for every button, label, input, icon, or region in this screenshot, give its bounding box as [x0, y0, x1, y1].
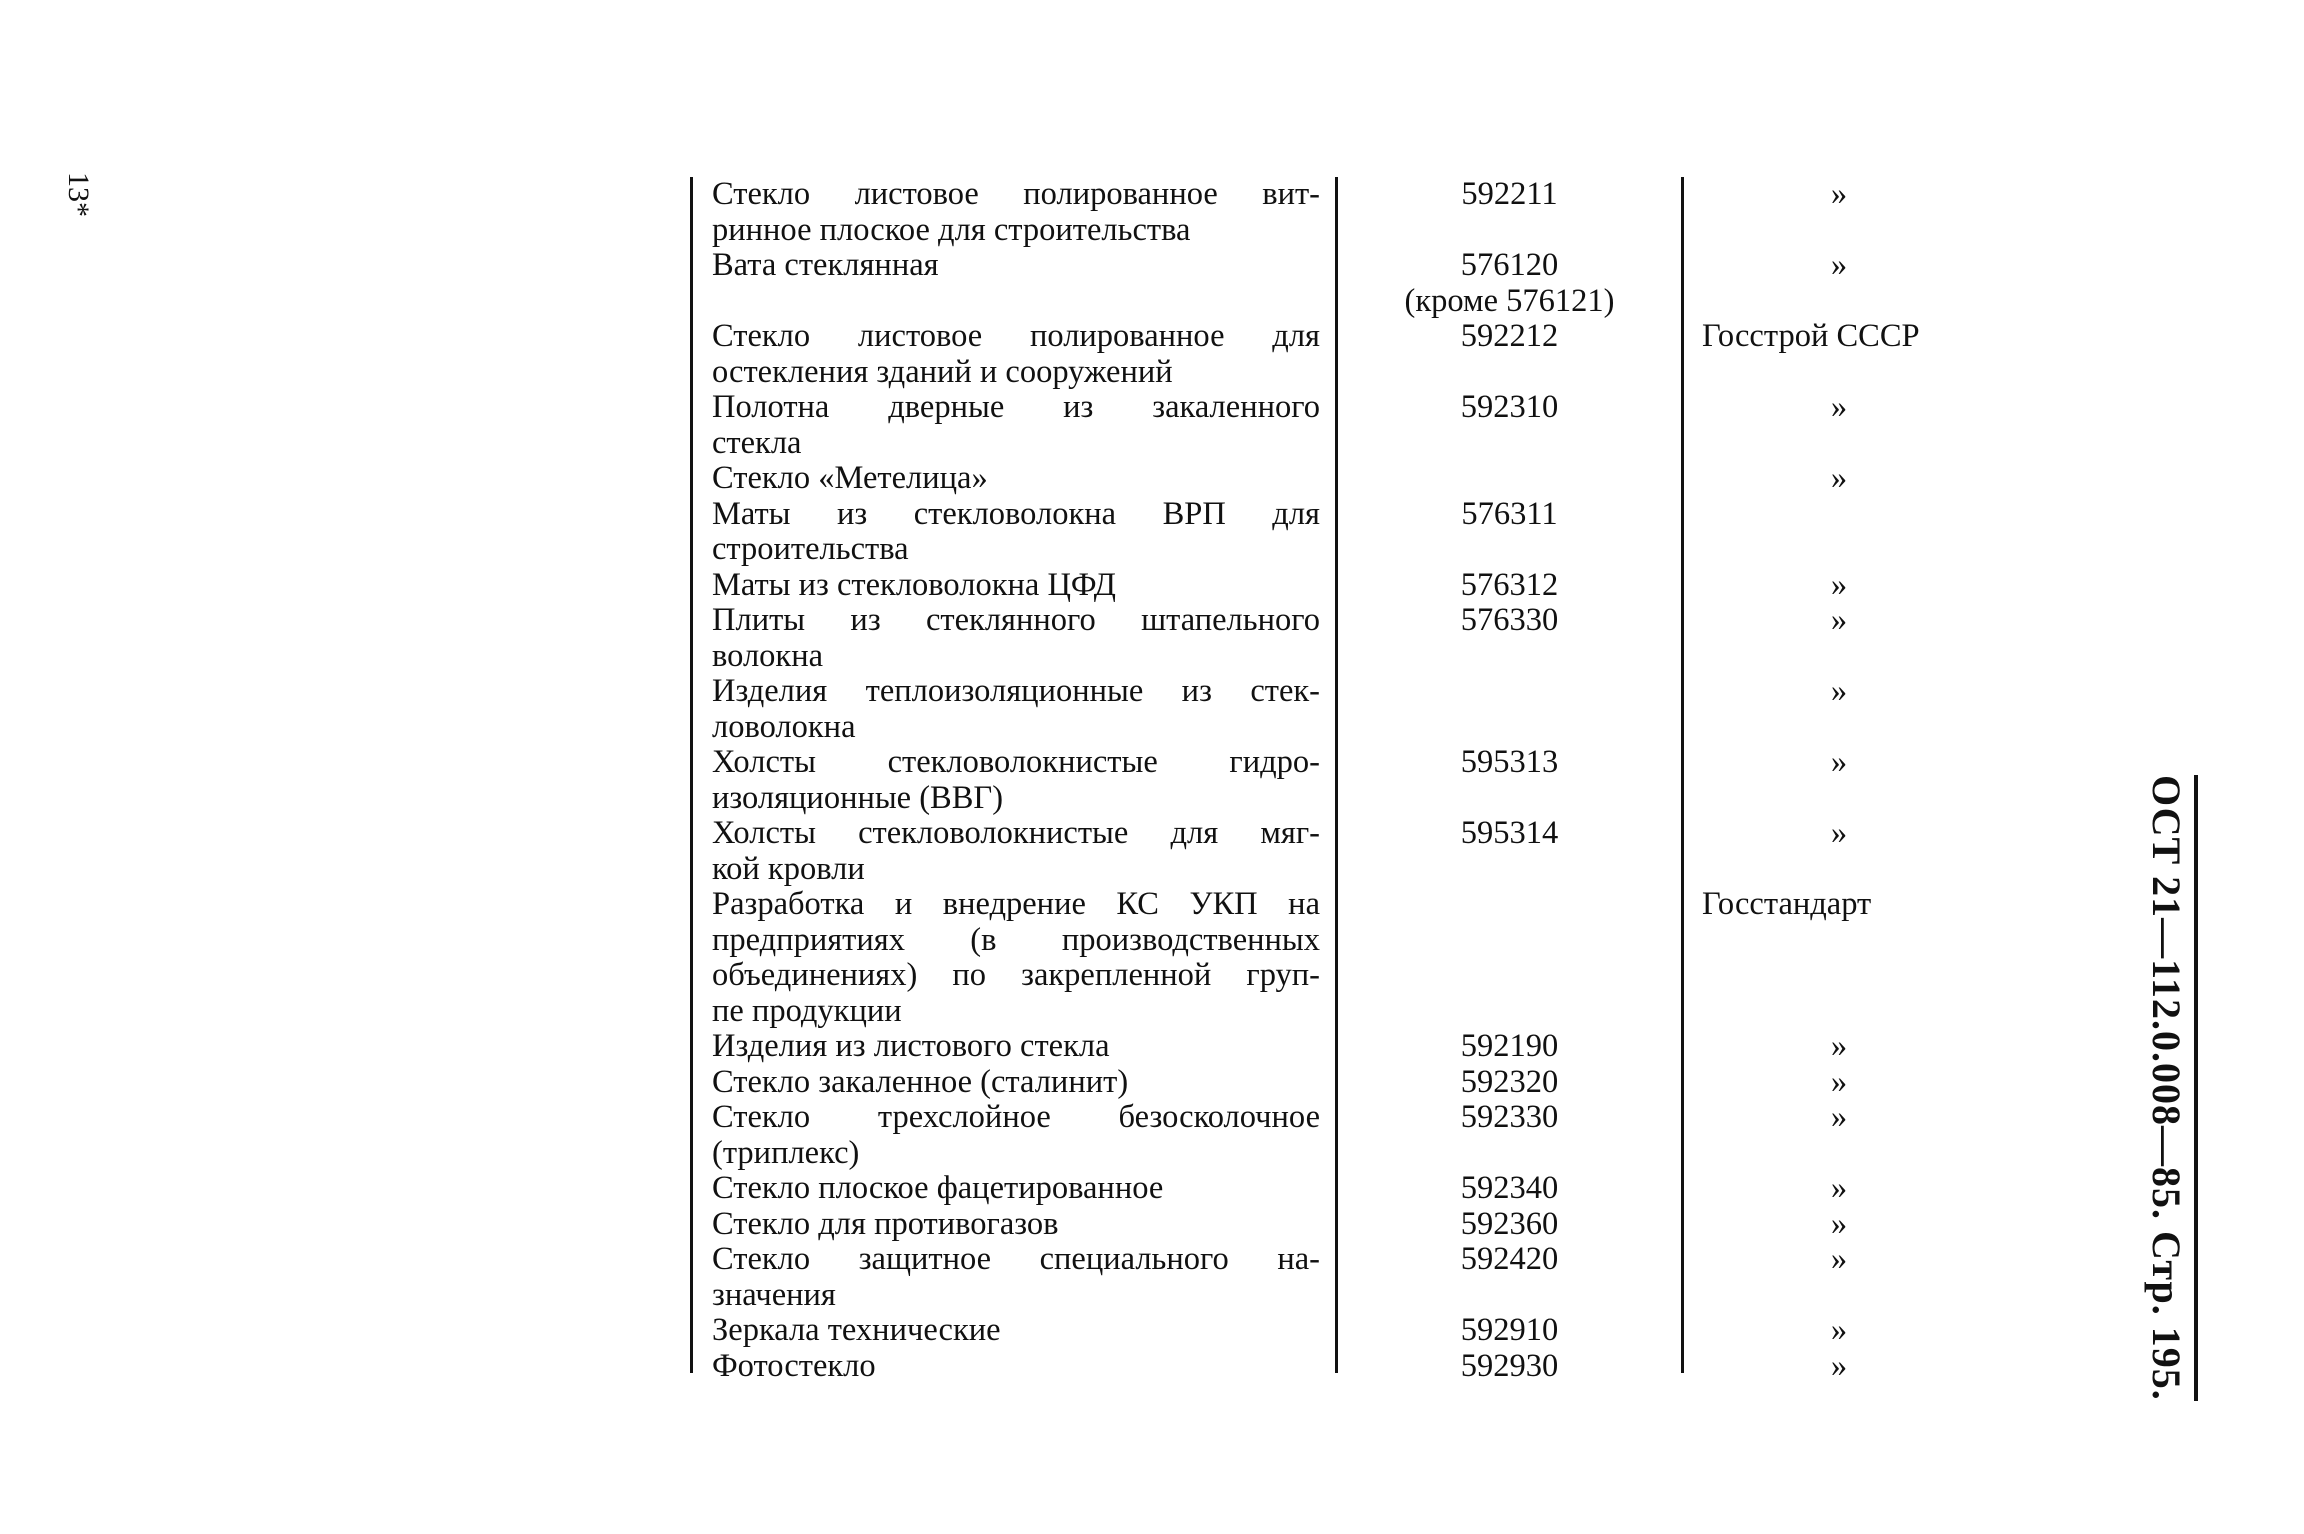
product-name-line: Стекло плоское фацетированное — [712, 1170, 1164, 1206]
product-name-line: Стекло для противогазов — [712, 1205, 1059, 1242]
product-name-line: Вата стеклянная — [712, 247, 939, 283]
product-name-cell — [712, 1207, 1320, 1243]
product-code: 576330 — [1460, 602, 1559, 638]
ditto-mark: » — [1830, 1347, 1848, 1384]
product-code-cell — [1338, 497, 1681, 533]
product-code-cell — [1338, 1313, 1681, 1349]
product-code-cell — [1338, 1100, 1681, 1136]
product-name-line: Стекло «Метелица» — [712, 460, 988, 496]
table-row — [690, 674, 1990, 745]
product-name-line: стекла — [712, 424, 802, 461]
product-name-line: Маты из стекловолокна ВРП для — [712, 495, 1320, 532]
product-name-cell — [712, 1065, 1320, 1101]
product-code-cell — [1338, 816, 1681, 852]
page-sheet-mark: 13* — [62, 172, 95, 217]
ditto-mark: » — [1830, 673, 1848, 709]
organization-cell: Госстандарт — [1702, 886, 1872, 922]
product-code-cell — [1338, 603, 1681, 639]
product-code: 592420 — [1460, 1241, 1559, 1277]
table-row — [690, 1349, 1990, 1385]
product-name-cell — [712, 887, 1320, 1029]
product-code: 576312 — [1460, 566, 1559, 603]
ditto-mark: » — [1830, 1241, 1848, 1277]
product-name-line: Изделия из листового стекла — [712, 1028, 1110, 1064]
product-name-cell — [712, 568, 1320, 604]
product-name-cell — [712, 1171, 1320, 1207]
table-row — [690, 390, 1990, 461]
table-row — [690, 1242, 1990, 1313]
product-code: 592320 — [1460, 1063, 1559, 1100]
product-code: 592340 — [1460, 1170, 1559, 1206]
product-name-line: предприятиях (в производственных — [712, 921, 1320, 958]
table-row — [690, 745, 1990, 816]
product-code: 595314 — [1460, 815, 1559, 851]
product-name-line: ринное плоское для строительства — [712, 211, 1191, 248]
product-name-cell — [712, 461, 1320, 497]
ditto-mark: » — [1830, 1205, 1848, 1242]
product-name-line: Изделия теплоизоляционные из стек- — [712, 673, 1320, 709]
ditto-mark: » — [1830, 460, 1848, 496]
product-code-cell — [1338, 390, 1681, 426]
product-code: 592212 — [1460, 318, 1559, 354]
product-name-cell — [712, 177, 1320, 248]
product-code: 592360 — [1460, 1205, 1559, 1242]
table-row — [690, 1171, 1990, 1207]
table-row — [690, 1029, 1990, 1065]
table-row — [690, 497, 1990, 568]
product-name-cell — [712, 319, 1320, 390]
product-name-cell — [712, 248, 1320, 284]
product-name-line: Холсты стекловолокнистые для мяг- — [712, 815, 1320, 851]
product-name-line: Полотна дверные из закаленного — [712, 389, 1320, 425]
product-name-line: Стекло листовое полированное вит- — [712, 176, 1320, 212]
product-code: 592330 — [1460, 1099, 1559, 1135]
product-code-cell — [1338, 1242, 1681, 1278]
product-name-line: Маты из стекловолокна ЦФД — [712, 566, 1116, 603]
product-code: 592211 — [1461, 176, 1558, 212]
table-row — [690, 319, 1990, 390]
product-name-cell — [712, 497, 1320, 568]
product-name-line: Стекло защитное специального на- — [712, 1241, 1320, 1277]
product-code: 576311 — [1461, 495, 1558, 532]
product-code-cell — [1338, 568, 1681, 604]
organization-cell: Госстрой СССР — [1702, 318, 1920, 354]
table-row — [690, 177, 1990, 248]
product-name-line: Зеркала технические — [712, 1312, 1001, 1348]
table-row — [690, 248, 1990, 319]
ditto-mark: » — [1830, 1312, 1848, 1348]
product-code-cell — [1338, 177, 1681, 213]
product-code-cell — [1338, 1065, 1681, 1101]
product-name-cell — [712, 390, 1320, 461]
product-name-cell — [712, 745, 1320, 816]
product-name-line: значения — [712, 1276, 836, 1313]
document-code-running-header: ОСТ 21—112.0.008—85. Стр. 195. — [2143, 775, 2198, 1401]
ditto-mark: » — [1830, 815, 1848, 851]
product-code-cell — [1338, 1207, 1681, 1243]
product-code-cell — [1338, 745, 1681, 781]
table-row — [690, 1065, 1990, 1101]
product-name-cell — [712, 674, 1320, 745]
product-name-line: изоляционные (ВВГ) — [712, 779, 1004, 816]
ditto-mark: » — [1830, 1063, 1848, 1100]
product-name-line: волокна — [712, 637, 824, 674]
product-name-cell — [712, 1100, 1320, 1171]
ditto-mark: » — [1830, 389, 1848, 425]
table-row — [690, 461, 1990, 497]
ditto-mark: » — [1830, 247, 1848, 283]
product-name-line: Стекло листовое полированное для — [712, 318, 1320, 354]
ditto-mark: » — [1830, 1099, 1848, 1135]
product-name-cell — [712, 1349, 1320, 1385]
product-name-cell — [712, 1242, 1320, 1313]
product-code: 592930 — [1460, 1347, 1559, 1384]
ditto-mark: » — [1830, 176, 1848, 212]
product-code: 592190 — [1460, 1028, 1559, 1064]
table-row — [690, 1207, 1990, 1243]
product-code: 592310 — [1460, 389, 1559, 425]
product-name-line: Стекло трехслойное безосколочное — [712, 1099, 1320, 1135]
product-code-cell — [1338, 1029, 1681, 1065]
product-code-cell — [1338, 248, 1681, 319]
table-row — [690, 568, 1990, 604]
product-table — [690, 176, 1990, 1384]
product-name-line: объединениях) по закрепленной груп- — [712, 957, 1320, 993]
product-name-line: Плиты из стеклянного штапельного — [712, 602, 1320, 638]
product-name-line: остекления зданий и сооружений — [712, 353, 1173, 390]
table-row — [690, 887, 1990, 1029]
table-row — [690, 1100, 1990, 1171]
product-code-cell — [1338, 1171, 1681, 1207]
product-name-line: Фотостекло — [712, 1347, 876, 1384]
product-name-line: (триплекс) — [712, 1134, 860, 1171]
product-code: 595313 — [1460, 744, 1559, 780]
product-name-line: пе продукции — [712, 992, 902, 1029]
product-code-cell — [1338, 319, 1681, 355]
product-code: 576120 — [1460, 247, 1559, 283]
ditto-mark: » — [1830, 602, 1848, 638]
product-name-cell — [712, 1029, 1320, 1065]
table-row — [690, 603, 1990, 674]
product-name-cell — [712, 816, 1320, 887]
product-name-cell — [712, 603, 1320, 674]
ditto-mark: » — [1830, 566, 1848, 603]
table-row — [690, 816, 1990, 887]
ditto-mark: » — [1830, 1170, 1848, 1206]
product-name-line: Холсты стекловолокнистые гидро- — [712, 744, 1320, 780]
product-code-cell — [1338, 1349, 1681, 1385]
product-name-line: ловолокна — [712, 708, 856, 745]
product-name-line: Стекло закаленное (сталинит) — [712, 1063, 1129, 1100]
product-code: (кроме 576121) — [1404, 282, 1615, 319]
table-row — [690, 1313, 1990, 1349]
product-code: 592910 — [1460, 1312, 1559, 1348]
product-name-cell — [712, 1313, 1320, 1349]
product-name-line: кой кровли — [712, 850, 865, 887]
ditto-mark: » — [1830, 744, 1848, 780]
product-name-line: строительства — [712, 531, 909, 567]
ditto-mark: » — [1830, 1028, 1848, 1064]
product-name-line: Разработка и внедрение КС УКП на — [712, 886, 1320, 922]
